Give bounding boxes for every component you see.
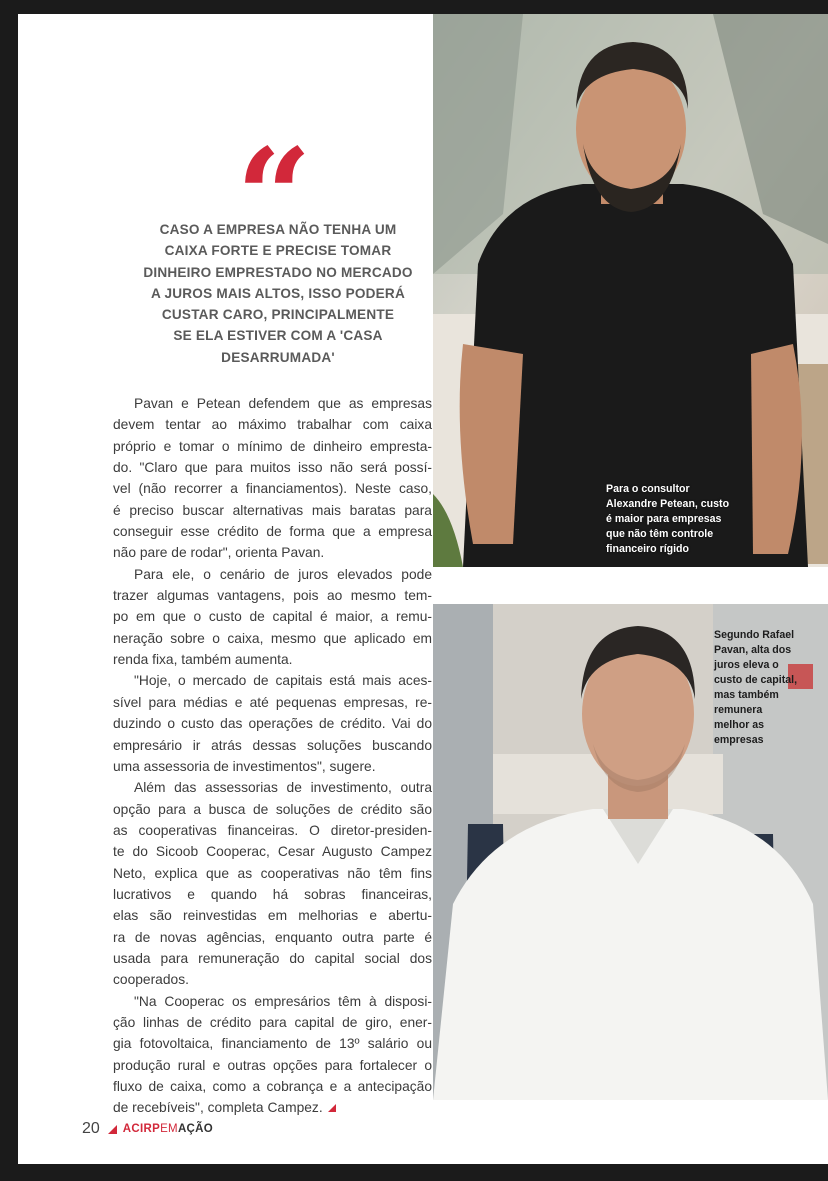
body-line: po em que o custo de capital é maior, a remu- — [113, 609, 432, 625]
caption-line: Pavan, alta dos — [714, 644, 792, 656]
photo-caption-petean — [606, 482, 729, 557]
pull-quote-line: CAIXA FORTE E PRECISE TOMAR — [164, 243, 392, 259]
pull-quote — [113, 219, 443, 368]
body-line: renda fixa, também aumenta. — [113, 652, 293, 668]
page-number: 20 — [82, 1120, 100, 1137]
body-line: fluxo de caixa, como a cobrança e a antecipação — [113, 1079, 432, 1094]
body-line: ção linhas de crédito para capital de giro, ener- — [113, 1014, 432, 1030]
pull-quote-line: DESARRUMADA' — [221, 349, 335, 365]
body-line: próprio e tomar o mínimo de dinheiro empresta- — [113, 438, 432, 454]
brand-em: EM — [160, 1123, 178, 1135]
body-line: as cooperativas financeiras. O diretor-presiden- — [113, 822, 432, 838]
body-line: empresário ir atrás dessas soluções buscando — [113, 737, 432, 753]
body-line-text: de recebíveis", completa Campez. — [113, 1100, 323, 1116]
caption-line: juros eleva o — [714, 659, 779, 671]
body-line: Para ele, o cenário de juros elevados pode — [134, 566, 432, 582]
body-line: usada para remuneração do capital social dos — [113, 950, 432, 966]
pull-quote-line: DINHEIRO EMPRESTADO NO MERCADO — [143, 264, 413, 280]
caption-line: custo de capital, — [714, 674, 798, 686]
body-line: opção para a busca de soluções de crédito são — [113, 801, 432, 817]
body-line: gia fotovoltaica, financiamento de 13º salário ou — [113, 1036, 432, 1052]
body-line: é preciso buscar alternativas mais baratas para — [113, 502, 432, 518]
brand-acao: AÇÃO — [177, 1123, 213, 1135]
caption-line: melhor as — [714, 719, 765, 731]
body-line: produção rural e outras opções para fortalecer o — [113, 1057, 432, 1073]
triangle-icon — [108, 1125, 117, 1134]
body-line: ra de novas agências, enquanto outra parte é — [113, 929, 432, 945]
pull-quote-line: CUSTAR CARO, PRINCIPALMENTE — [161, 307, 395, 323]
pull-quote-line: CASO A EMPRESA NÃO TENHA UM — [159, 222, 397, 237]
body-line: elas são reinvestidas em melhorias e abertu- — [113, 908, 432, 924]
body-line: trazer algumas vantagens, pois ao mesmo tem- — [113, 588, 432, 604]
brand-acirp: ACIRP — [122, 1123, 161, 1135]
body-line: conseguir esse crédito de forma que a empresa — [113, 524, 432, 540]
body-line: Além das assessorias de investimento, outra — [134, 780, 432, 796]
quote-mark-icon: “ — [236, 120, 304, 275]
body-line: duzindo o custo das operações de crédito. Vai do — [113, 716, 432, 732]
body-line: uma assessoria de investimentos", sugere. — [113, 758, 376, 774]
body-line: não pare de rodar", orienta Pavan. — [113, 545, 325, 561]
caption-line: mas também — [714, 689, 779, 701]
caption-line: Para o consultor — [606, 483, 690, 495]
body-line: neração sobre o caixa, mesmo que aplicado em — [113, 630, 432, 646]
body-line: Neto, explica que as cooperativas não têm fins — [113, 865, 432, 881]
caption-line: que não têm controle — [606, 528, 714, 540]
pull-quote-line: SE ELA ESTIVER COM A 'CASA — [173, 328, 383, 344]
end-of-article-icon — [328, 1104, 336, 1112]
caption-line: Segundo Rafael — [714, 629, 795, 641]
body-line: devem tentar ao máximo trabalhar com caixa — [113, 417, 432, 433]
body-line: Pavan e Petean defendem que as empresas — [134, 396, 432, 411]
photo-caption-pavan — [714, 628, 797, 748]
caption-line: Alexandre Petean, custo — [606, 498, 730, 510]
body-line: vel (não recorrer a financiamentos). Neste caso, — [113, 481, 432, 497]
body-line: te do Sicoob Cooperac, Cesar Augusto Campez — [113, 844, 432, 860]
body-line: cooperados. — [113, 972, 189, 988]
page-footer — [82, 1120, 213, 1138]
body-line: lucrativos e quando há sobras financeiras, — [113, 886, 432, 902]
body-line: do. "Claro que para muitos isso não será possí- — [113, 460, 432, 476]
caption-line: é maior para empresas — [606, 513, 722, 525]
magazine-brand — [123, 1123, 213, 1135]
magazine-page — [18, 14, 828, 1164]
caption-line: financeiro rígido — [606, 543, 689, 555]
body-line-final — [113, 1097, 432, 1118]
caption-line: empresas — [714, 734, 764, 746]
body-line: sível para médias e até pequenas empresas, re- — [113, 694, 432, 710]
body-line: "Hoje, o mercado de capitais está mais aces- — [134, 673, 432, 689]
pull-quote-line: A JUROS MAIS ALTOS, ISSO PODERÁ — [151, 285, 405, 301]
body-line: "Na Cooperac os empresários têm à disposi- — [134, 993, 432, 1009]
caption-line: remunera — [714, 704, 763, 716]
article-body — [113, 393, 432, 1119]
